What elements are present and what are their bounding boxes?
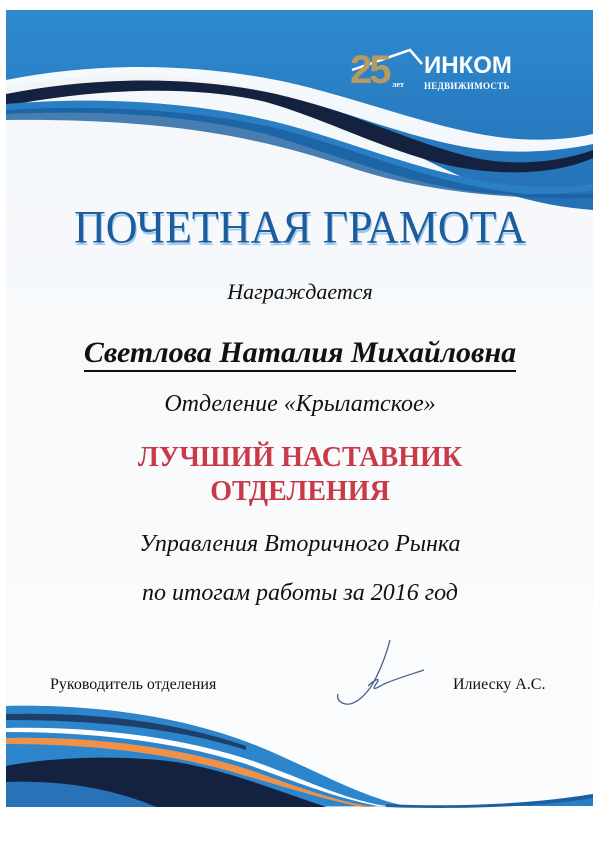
award-title <box>0 441 600 509</box>
anniversary-suffix: лет <box>392 80 404 89</box>
company-subtitle: НЕДВИЖИМОСТЬ <box>424 81 510 91</box>
top-wave-decoration <box>6 10 593 210</box>
award-title-line-1: ЛУЧШИЙ НАСТАВНИК <box>137 442 463 473</box>
branch-name: Отделение «Крылатское» <box>164 391 436 417</box>
company-name: ИНКОМ <box>424 52 512 79</box>
signer-name: Илиеску А.С. <box>453 676 546 693</box>
award-period: по итогам работы за 2016 год <box>142 580 458 606</box>
award-title-line-2: ОТДЕЛЕНИЯ <box>210 476 390 507</box>
company-logo <box>350 48 550 96</box>
signer-position: Руководитель отделения <box>50 676 217 693</box>
recipient-name-row <box>0 336 600 370</box>
bottom-wave-decoration <box>6 700 593 808</box>
awarded-label: Награждается <box>227 279 373 304</box>
department-name: Управления Вторичного Рынка <box>139 531 461 557</box>
recipient-name: Светлова Наталия Михайловна <box>84 336 516 372</box>
anniversary-number: 25 <box>350 48 389 92</box>
handwritten-signature <box>328 636 428 708</box>
certificate-title: ПОЧЕТНАЯ ГРАМОТА <box>73 201 527 254</box>
